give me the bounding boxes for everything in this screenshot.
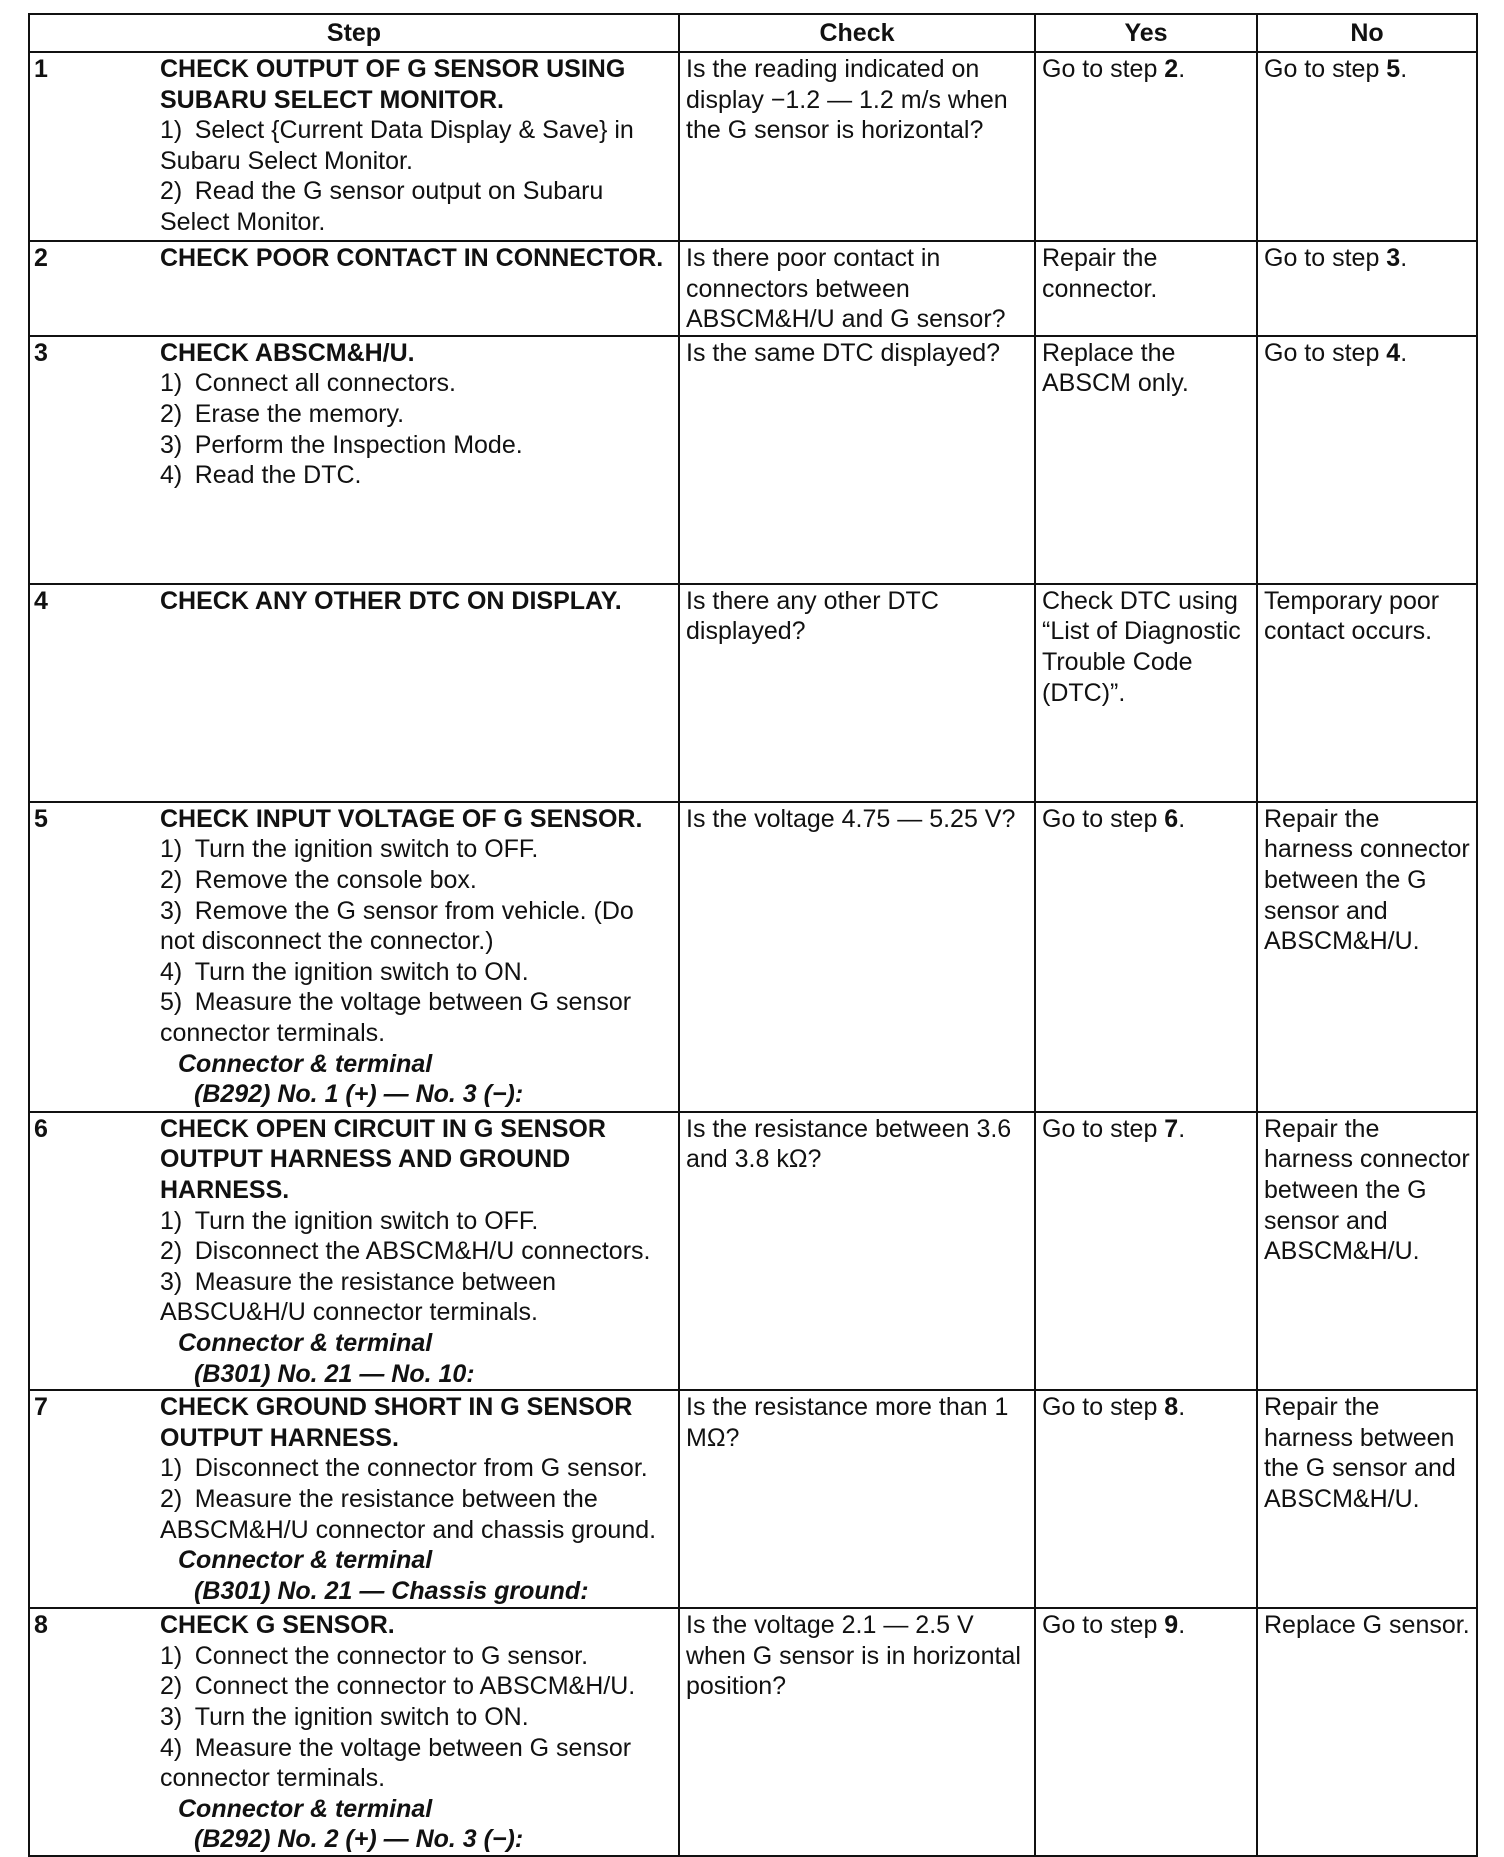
check-cell: Is the resistance between 3.6 and 3.8 kΩ? <box>679 1112 1035 1390</box>
yes-text: Repair the connector. <box>1042 244 1158 303</box>
procedure-line: 1) Turn the ignition switch to OFF. <box>160 1206 539 1235</box>
step-number: 7 <box>34 1393 48 1422</box>
step-title: CHECK ANY OTHER DTC ON DISPLAY. <box>160 586 622 615</box>
no-cell <box>1257 1608 1477 1856</box>
check-cell: Is the same DTC displayed? <box>679 336 1035 584</box>
step-cell <box>29 336 679 584</box>
procedure-line: 1) Connect the connector to G sensor. <box>160 1641 589 1670</box>
step-title: CHECK OUTPUT OF G SENSOR USING SUBARU SELECT MONITOR. <box>160 55 626 114</box>
yes-step-number: 7 <box>1164 1114 1179 1143</box>
yes-text: Go to step <box>1042 1114 1165 1143</box>
no-cell <box>1257 52 1477 241</box>
step-cell <box>29 241 679 336</box>
table-row <box>29 336 1477 584</box>
no-text: Replace G sensor. <box>1264 1611 1470 1640</box>
step-cell <box>29 1390 679 1608</box>
no-cell <box>1257 584 1477 802</box>
no-cell <box>1257 802 1477 1112</box>
connector-value: (B301) No. 21 — No. 10: <box>194 1359 475 1388</box>
step-number: 3 <box>34 338 48 367</box>
step-number: 1 <box>34 55 48 83</box>
yes-text: Replace the ABSCM only. <box>1042 338 1189 398</box>
step-cell <box>29 584 679 802</box>
header-check: Check <box>679 14 1035 52</box>
yes-cell <box>1035 52 1257 241</box>
step-title: CHECK G SENSOR. <box>160 1611 395 1640</box>
step-title: CHECK POOR CONTACT IN CONNECTOR. <box>160 244 664 272</box>
yes-cell <box>1035 802 1257 1112</box>
table-row <box>29 1112 1477 1390</box>
yes-step-number: 2 <box>1164 55 1179 83</box>
yes-cell <box>1035 336 1257 584</box>
table-row <box>29 52 1477 241</box>
yes-cell <box>1035 241 1257 336</box>
yes-suffix: . <box>1178 1611 1186 1640</box>
table-row <box>29 1390 1477 1608</box>
procedure-line: 4) Read the DTC. <box>160 461 362 490</box>
connector-value: (B292) No. 2 (+) — No. 3 (−): <box>194 1825 524 1854</box>
procedure-line: 1) Select {Current Data Display & Save} in Subaru Select Monitor. <box>160 116 634 175</box>
procedure-line: 3) Perform the Inspection Mode. <box>160 430 523 459</box>
table-row <box>29 1608 1477 1856</box>
step-title: CHECK OPEN CIRCUIT IN G SENSOR OUTPUT HARNESS AND GROUND HARNESS. <box>160 1114 606 1204</box>
check-cell: Is the reading indicated on display −1.2 — 1.2 m/s when the G sensor is horizontal? <box>679 52 1035 241</box>
yes-cell <box>1035 1390 1257 1608</box>
connector-value: (B301) No. 21 — Chassis ground: <box>194 1576 589 1605</box>
no-cell <box>1257 1112 1477 1390</box>
header-row <box>29 14 1477 52</box>
no-step-number: 4 <box>1386 338 1401 367</box>
yes-text: Go to step <box>1042 1611 1165 1640</box>
no-step-number: 3 <box>1386 244 1401 272</box>
table-row <box>29 802 1477 1112</box>
yes-text: Check DTC using “List of Diagnostic Trouble Code (DTC)”. <box>1042 586 1241 707</box>
yes-suffix: . <box>1178 1393 1186 1422</box>
procedure-line: 2) Disconnect the ABSCM&H/U connectors. <box>160 1237 651 1266</box>
procedure-line: 2) Read the G sensor output on Subaru Select Monitor. <box>160 177 604 236</box>
procedure-line: 3) Turn the ignition switch to ON. <box>160 1702 529 1731</box>
no-suffix: . <box>1400 338 1408 367</box>
no-suffix: . <box>1400 55 1408 83</box>
procedure-line: 5) Measure the voltage between G sensor connector terminals. <box>160 988 632 1047</box>
procedure-line: 2) Measure the resistance between the ABSCM&H/U connector and chassis ground. <box>160 1484 657 1544</box>
step-number: 2 <box>34 244 48 272</box>
no-cell <box>1257 241 1477 336</box>
no-cell <box>1257 336 1477 584</box>
check-cell: Is the voltage 2.1 — 2.5 V when G sensor is in horizontal position? <box>679 1608 1035 1856</box>
yes-suffix: . <box>1178 1114 1186 1143</box>
step-title: CHECK GROUND SHORT IN G SENSOR OUTPUT HARNESS. <box>160 1393 633 1452</box>
procedure-line: 3) Remove the G sensor from vehicle. (Do not disconnect the connector.) <box>160 896 634 956</box>
check-cell: Is the resistance more than 1 MΩ? <box>679 1390 1035 1608</box>
no-text: Go to step <box>1264 244 1387 272</box>
step-cell <box>29 1608 679 1856</box>
check-cell: Is there any other DTC displayed? <box>679 584 1035 802</box>
table-row <box>29 241 1477 336</box>
connector-label: Connector & terminal <box>178 1794 433 1823</box>
step-number: 8 <box>34 1611 48 1640</box>
yes-text: Go to step <box>1042 1393 1165 1422</box>
yes-suffix: . <box>1178 55 1186 83</box>
no-suffix: . <box>1400 244 1408 272</box>
procedure-line: 1) Connect all connectors. <box>160 369 456 398</box>
step-title: CHECK ABSCM&H/U. <box>160 338 415 367</box>
connector-value: (B292) No. 1 (+) — No. 3 (−): <box>194 1080 524 1109</box>
step-number: 5 <box>34 804 48 833</box>
step-number: 4 <box>34 586 48 615</box>
no-text: Repair the harness connector between the G sensor and ABSCM&H/U. <box>1264 1114 1470 1266</box>
yes-text: Go to step <box>1042 804 1165 833</box>
procedure-line: 3) Measure the resistance between ABSCU&H/U connector terminals. <box>160 1267 557 1327</box>
yes-suffix: . <box>1178 804 1186 833</box>
yes-text: Go to step <box>1042 55 1165 83</box>
step-cell <box>29 1112 679 1390</box>
procedure-line: 4) Turn the ignition switch to ON. <box>160 957 529 986</box>
procedure-line: 4) Measure the voltage between G sensor connector terminals. <box>160 1733 632 1793</box>
procedure-line: 2) Erase the memory. <box>160 399 405 428</box>
no-text: Go to step <box>1264 338 1387 367</box>
no-text: Repair the harness between the G sensor and ABSCM&H/U. <box>1264 1393 1456 1513</box>
diagnostic-page <box>28 13 1476 1857</box>
diagnostic-table <box>28 13 1478 1857</box>
yes-step-number: 6 <box>1164 804 1179 833</box>
procedure-line: 1) Disconnect the connector from G sensor. <box>160 1454 648 1483</box>
yes-step-number: 9 <box>1164 1611 1179 1640</box>
no-cell <box>1257 1390 1477 1608</box>
procedure-line: 2) Remove the console box. <box>160 865 477 894</box>
step-title: CHECK INPUT VOLTAGE OF G SENSOR. <box>160 804 643 833</box>
step-number: 6 <box>34 1114 48 1143</box>
no-text: Repair the harness connector between the G sensor and ABSCM&H/U. <box>1264 804 1470 956</box>
check-cell: Is the voltage 4.75 — 5.25 V? <box>679 802 1035 1112</box>
procedure-line: 2) Connect the connector to ABSCM&H/U. <box>160 1672 636 1701</box>
step-cell <box>29 802 679 1112</box>
table-row <box>29 584 1477 802</box>
header-step: Step <box>29 14 679 52</box>
connector-label: Connector & terminal <box>178 1328 433 1357</box>
yes-cell <box>1035 584 1257 802</box>
yes-step-number: 8 <box>1164 1393 1179 1422</box>
no-text: Temporary poor contact occurs. <box>1264 586 1440 646</box>
no-step-number: 5 <box>1386 55 1401 83</box>
no-text: Go to step <box>1264 55 1387 83</box>
yes-cell <box>1035 1112 1257 1390</box>
check-cell: Is there poor contact in connectors between ABSCM&H/U and G sensor? <box>679 241 1035 336</box>
connector-label: Connector & terminal <box>178 1546 433 1575</box>
connector-label: Connector & terminal <box>178 1049 433 1078</box>
header-yes: Yes <box>1035 14 1257 52</box>
header-no: No <box>1257 14 1477 52</box>
step-cell <box>29 52 679 241</box>
yes-cell <box>1035 1608 1257 1856</box>
procedure-line: 1) Turn the ignition switch to OFF. <box>160 835 539 864</box>
